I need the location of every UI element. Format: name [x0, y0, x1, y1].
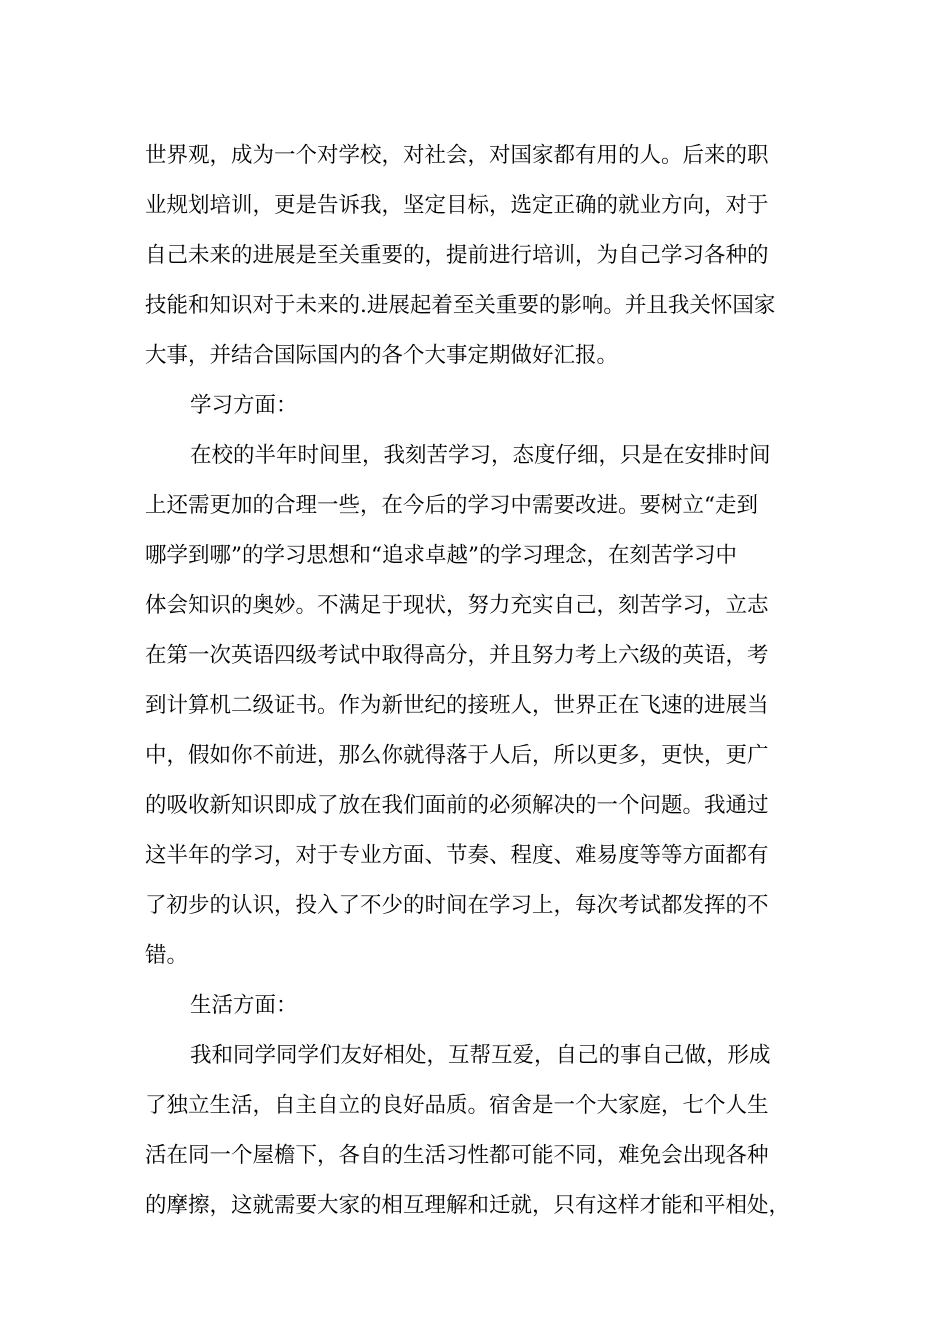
text-line: 活在同一个屋檐下，各自的生活习性都可能不同，难免会出现各种	[145, 1143, 769, 1168]
text-line: 我和同学同学们友好相处，互帮互爱，自己的事自己做，形成	[190, 1043, 771, 1068]
text-line: 大事，并结合国际国内的各个大事定期做好汇报。	[145, 343, 619, 368]
body-text	[145, 131, 825, 1231]
text-line: 业规划培训，更是告诉我，坚定目标，选定正确的就业方向，对于	[145, 193, 769, 218]
text-line: 上还需更加的合理一些，在今后的学习中需要改进。要树立“走到	[145, 493, 758, 518]
text-line: 这半年的学习，对于专业方面、节奏、程度、难易度等等方面都有	[145, 843, 769, 868]
text-line: 的摩擦，这就需要大家的相互理解和迁就，只有这样才能和平相处，	[145, 1193, 791, 1218]
text-line: 自己未来的进展是至关重要的，提前进行培训，为自己学习各种的	[145, 243, 769, 268]
text-line: 在校的半年时间里，我刻苦学习，态度仔细，只是在安排时间	[190, 443, 771, 468]
text-line: 了独立生活，自主自立的良好品质。宿舍是一个大家庭，七个人生	[145, 1093, 769, 1118]
text-line: 体会知识的奥妙。不满足于现状，努力充实自己，刻苦学习，立志	[145, 593, 769, 618]
text-line: 的吸收新知识即成了放在我们面前的必须解决的一个问题。我通过	[145, 793, 769, 818]
section-heading-study: 学习方面：	[190, 393, 298, 418]
text-line: 技能和知识对于未来的.进展起着至关重要的影响。并且我关怀国家	[145, 293, 776, 318]
text-line: 错。	[145, 943, 189, 968]
section-heading-life: 生活方面：	[190, 993, 298, 1018]
text-line: 世界观，成为一个对学校，对社会，对国家都有用的人。后来的职	[145, 143, 769, 168]
text-line: 哪学到哪”的学习思想和“追求卓越”的学习理念，在刻苦学习中	[145, 543, 737, 568]
text-line: 到计算机二级证书。作为新世纪的接班人，世界正在飞速的进展当	[145, 693, 769, 718]
text-line: 了初步的认识，投入了不少的时间在学习上，每次考试都发挥的不	[145, 893, 769, 918]
text-line: 在第一次英语四级考试中取得高分，并且努力考上六级的英语，考	[145, 643, 769, 668]
text-line: 中，假如你不前进，那么你就得落于人后，所以更多，更快，更广	[145, 743, 769, 768]
